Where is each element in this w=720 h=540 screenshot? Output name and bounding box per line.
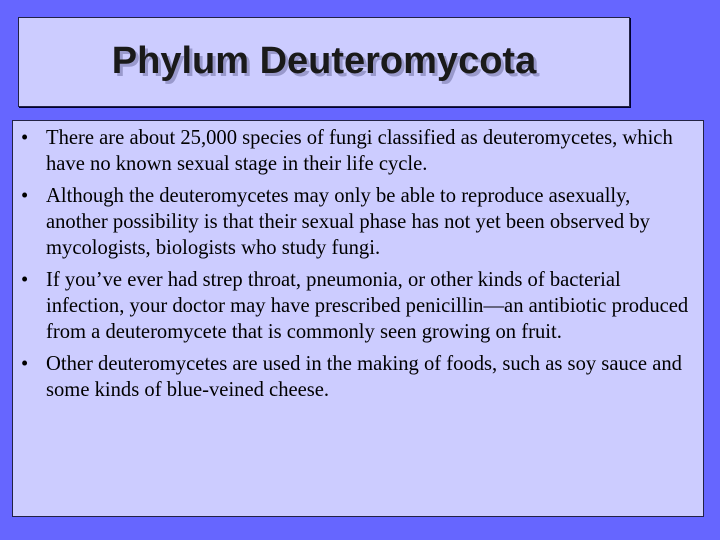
bullet-list (21, 125, 695, 409)
bullet-text: Other deuteromycetes are used in the making of foods, such as soy sauce and some kinds of blue-veined cheese. (46, 353, 682, 401)
content-panel (12, 120, 704, 517)
bullet-item (21, 183, 695, 261)
bullet-marker: • (21, 127, 29, 149)
slide-title: Phylum Deuteromycota (111, 40, 537, 82)
bullet-marker: • (21, 185, 29, 207)
bullet-item (21, 351, 695, 403)
bullet-marker: • (21, 353, 29, 375)
bullet-marker: • (21, 269, 29, 291)
bullet-text: Although the deuteromycetes may only be able to reproduce asexually, another possibility is that their sexual phase has not yet been observed by mycologists, biologists who study fungi. (46, 185, 650, 259)
title-panel (18, 17, 630, 107)
bullet-item (21, 267, 695, 345)
bullet-item (21, 125, 695, 177)
bullet-text: If you’ve ever had strep throat, pneumonia, or other kinds of bacterial infection, your doctor may have prescribed penicillin—an antibiotic produced from a deuteromycete that is commonly seen growing on fruit. (46, 269, 689, 343)
bullet-text: There are about 25,000 species of fungi classified as deuteromycetes, which have no known sexual stage in their life cycle. (46, 127, 673, 175)
